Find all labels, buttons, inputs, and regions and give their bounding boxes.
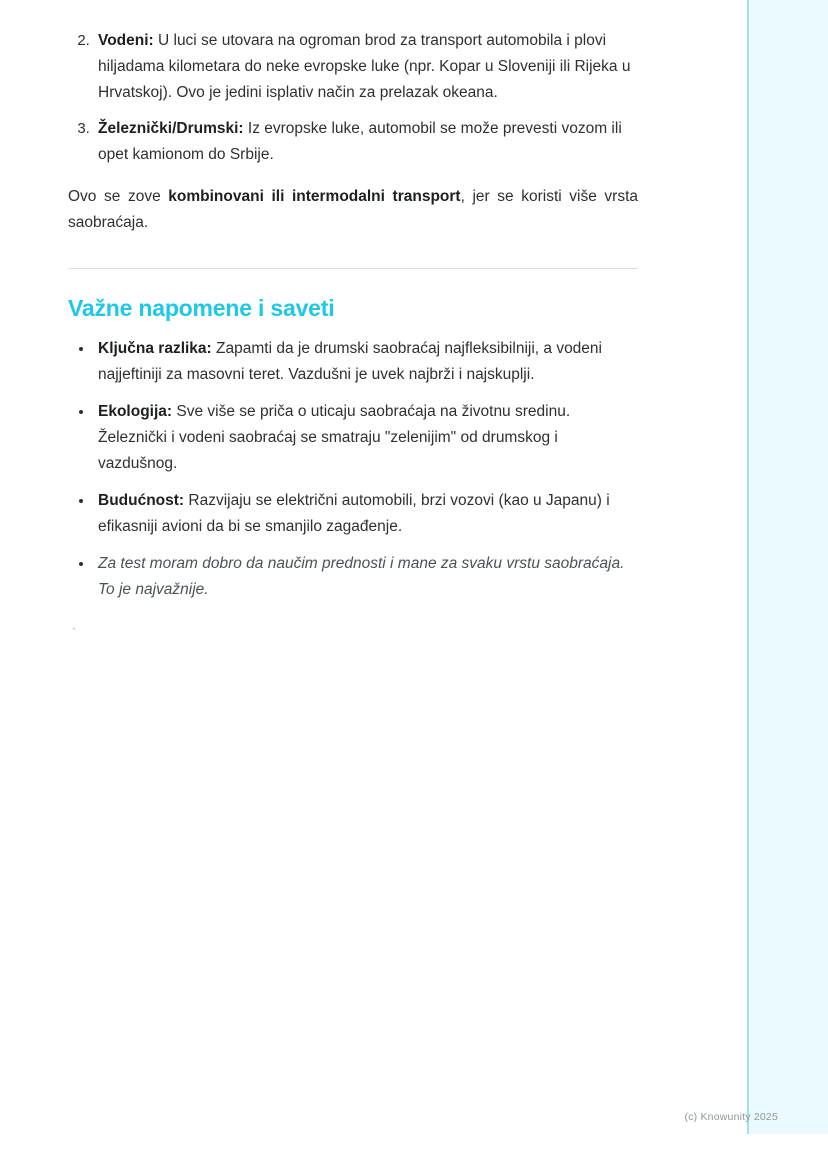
document-content (68, 28, 638, 641)
list-item-lead: Ključna razlika: (98, 340, 212, 358)
list-item-lead: Ekologija: (98, 403, 173, 421)
list-item-text: Razvijaju se električni automobili, brzi vozovi (kao u Japanu) i efikasniji avioni da bi se smanjilo zagađenje. (98, 492, 610, 536)
bullet-list (68, 336, 638, 603)
list-item (94, 488, 638, 540)
footer-copyright: (c) Knowunity 2025 (684, 1111, 778, 1123)
list-item (94, 116, 638, 168)
list-item-lead: Vodeni: (98, 32, 154, 49)
paragraph-bold-term: kombinovani ili intermodalni transport (168, 188, 461, 206)
list-item-text: Sve više se priča o uticaju saobraćaja na životnu sredinu. Železnički i vodeni saobraćaj se smatraju "zelenijim" od drumskog i vazdušnog. (98, 403, 571, 473)
list-item-text: Zapamti da je drumski saobraćaj najfleksibilniji, a vodeni najjeftiniji za masovni teret. Vazdušni je uvek najbrži i najskuplji. (98, 340, 602, 384)
section-title: Važne napomene i saveti (68, 295, 335, 322)
list-item (94, 336, 638, 388)
list-item-text: Za test moram dobro da naučim prednosti i mane za svaku vrstu saobraćaja. To je najvažnije. (98, 555, 625, 599)
list-item (94, 551, 638, 603)
paragraph-before: Ovo se zove (68, 188, 169, 206)
decorative-side-band (748, 0, 828, 1134)
summary-paragraph (68, 184, 638, 236)
list-item-text: Iz evropske luke, automobil se može prevesti vozom ili opet kamionom do Srbije. (98, 120, 622, 164)
decorative-side-band-line (747, 0, 749, 1134)
numbered-list (68, 28, 638, 168)
list-item (94, 399, 638, 477)
section-divider (68, 268, 638, 269)
trailing-backtick: ` (70, 625, 78, 641)
list-item-lead: Železnički/Drumski: (98, 120, 244, 138)
list-item (94, 28, 638, 106)
list-item-text: U luci se utovara na ogroman brod za transport automobila i plovi hiljadama kilometara do neke evropske luke (npr. Kopar u Sloveniji ili Rijeka u Hrvatskoj). Ovo je jedini isplativ način za prelazak okeana. (98, 32, 631, 102)
list-item-lead: Budućnost: (98, 492, 185, 510)
paragraph-after: , jer se koristi više vrsta saobraćaja. (68, 188, 638, 232)
